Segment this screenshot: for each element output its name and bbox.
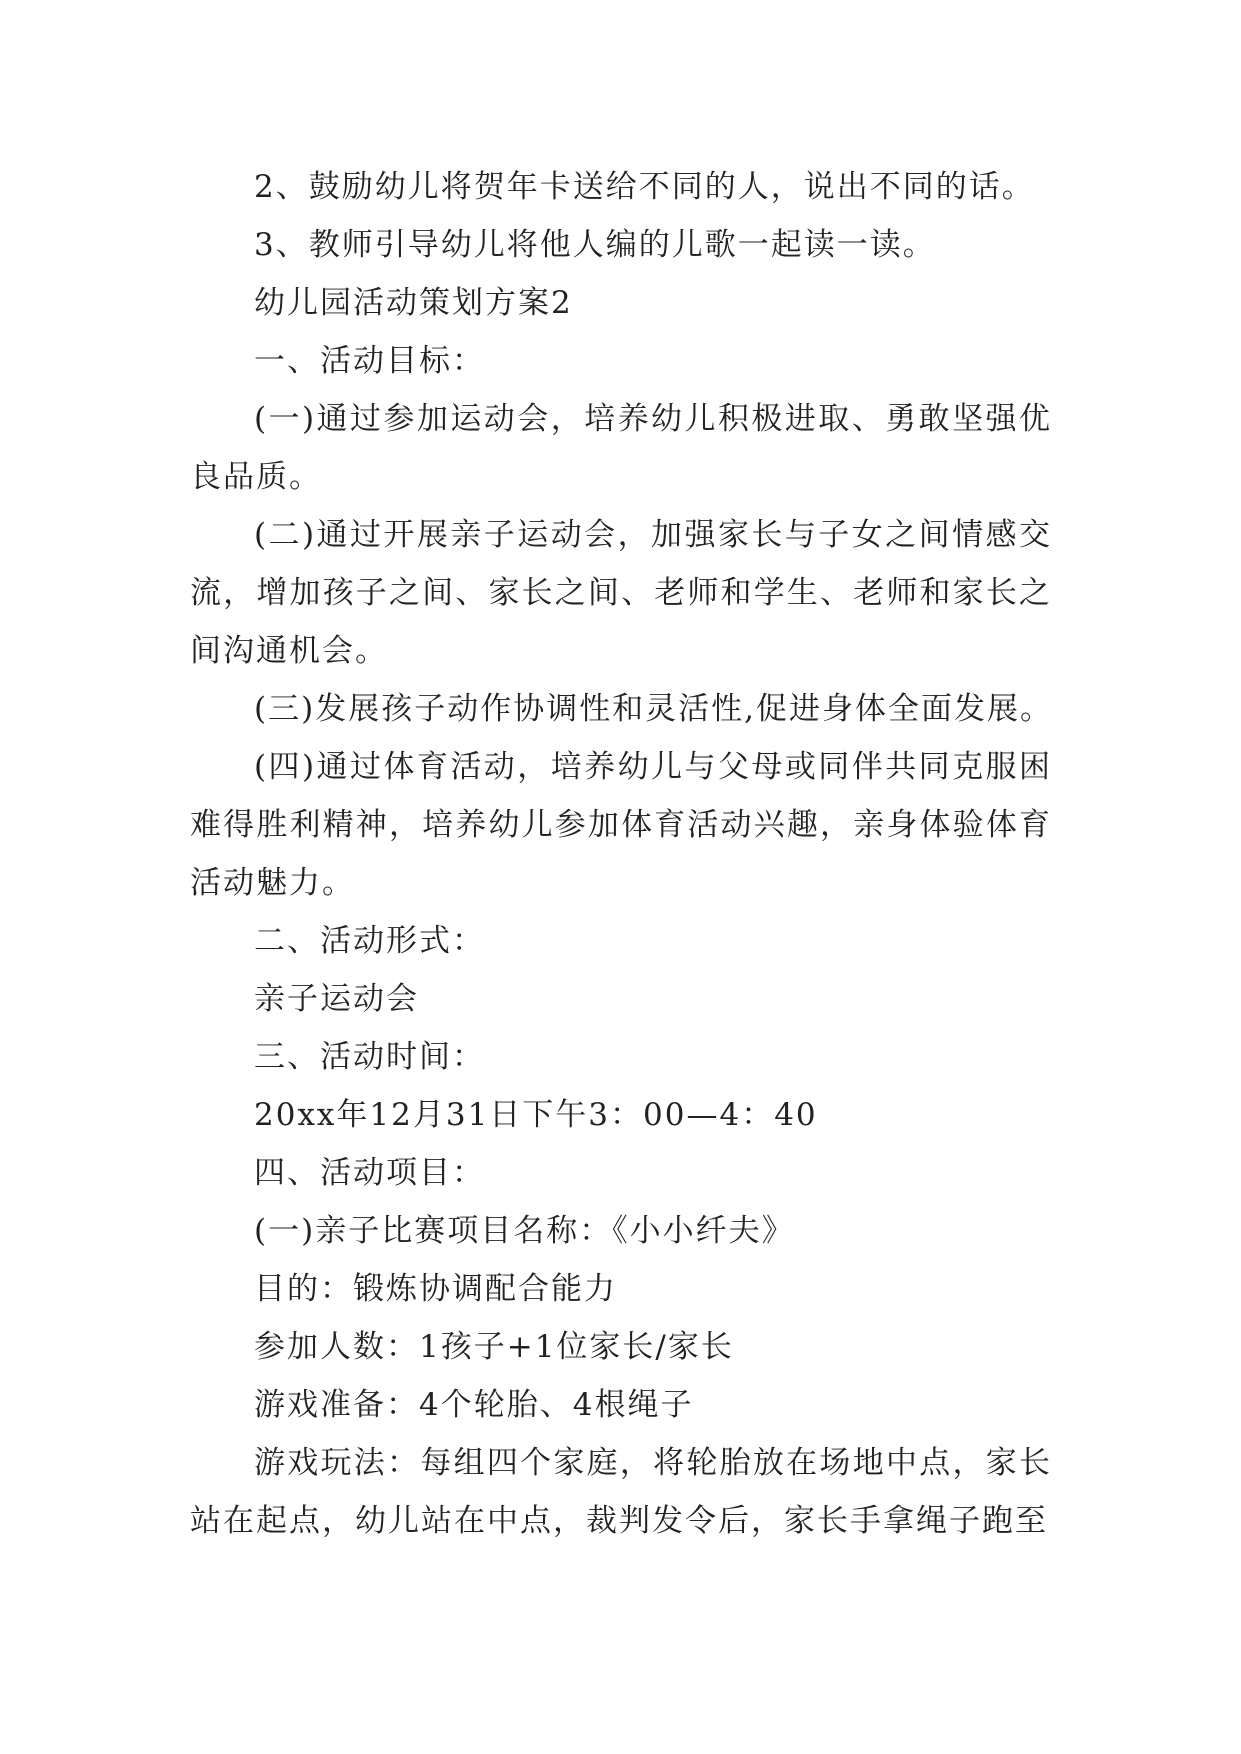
goal-paragraph-1: (一)通过参加运动会，培养幼儿积极进取、勇敢坚强优良品质。: [190, 401, 1052, 495]
goal-paragraph-4: (四)通过体育活动，培养幼儿与父母或同伴共同克服困难得胜利精神，培养幼儿参加体育活动兴趣，亲身体验体育活动魅力。: [190, 749, 1052, 901]
heading-activity-form: 二、活动形式：: [254, 923, 485, 959]
heading-activity-goals: 一、活动目标：: [254, 343, 485, 379]
item-gameplay: 游戏玩法：每组四个家庭，将轮胎放在场地中点，家长站在起点，幼儿站在中点，裁判发令后，家长手拿绳子跑至: [190, 1445, 1052, 1539]
document-body: [190, 158, 1052, 1550]
heading-activity-time: 三、活动时间：: [254, 1039, 485, 1075]
goal-paragraph-2: (二)通过开展亲子运动会，加强家长与子女之间情感交流，增加孩子之间、家长之间、老师和学生、老师和家长之间沟通机会。: [190, 517, 1052, 669]
section-title: 幼儿园活动策划方案2: [254, 285, 573, 321]
heading-activity-items: 四、活动项目：: [254, 1155, 485, 1191]
item-purpose: 目的：锻炼协调配合能力: [254, 1271, 617, 1307]
list-item-2: 2、鼓励幼儿将贺年卡送给不同的人，说出不同的话。: [254, 169, 1035, 205]
activity-time-text: 20xx年12月31日下午3：00—4：40: [254, 1097, 818, 1133]
list-item-3: 3、教师引导幼儿将他人编的儿歌一起读一读。: [254, 227, 936, 263]
item-name: (一)亲子比赛项目名称：《小小纤夫》: [254, 1213, 795, 1249]
item-participants: 参加人数：1孩子+1位家长/家长: [254, 1329, 734, 1365]
activity-form-text: 亲子运动会: [254, 981, 419, 1017]
goal-paragraph-3: (三)发展孩子动作协调性和灵活性,促进身体全面发展。: [254, 691, 1054, 727]
item-preparation: 游戏准备：4个轮胎、4根绳子: [254, 1387, 694, 1423]
